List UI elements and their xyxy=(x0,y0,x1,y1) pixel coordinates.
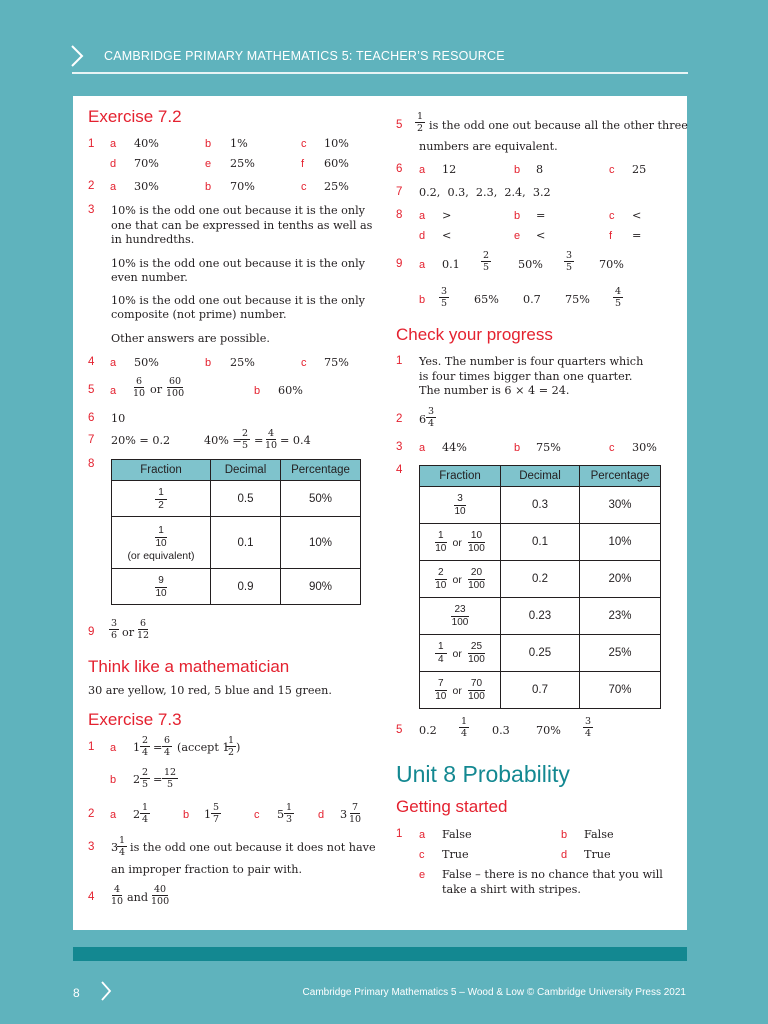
fraction: $\frac{1}{2}$ xyxy=(228,735,235,758)
text-line: Yes. The number is four quarters which xyxy=(419,355,644,368)
answer: 0.2, 0.3, 2.3, 2.4, 3.2 xyxy=(419,186,551,199)
fraction: $\frac{1}{2}$ xyxy=(417,111,424,134)
whole: 3 xyxy=(111,841,119,854)
part-label: b xyxy=(205,181,212,193)
header-title: CAMBRIDGE PRIMARY MATHEMATICS 5: TEACHER’S RESOURCE xyxy=(104,49,505,63)
fraction: 1 4 xyxy=(435,641,447,666)
text-line: The number is 6 × 4 = 24. xyxy=(419,384,570,397)
answer: 60% xyxy=(278,384,303,397)
equivalent-note: (or equivalent) xyxy=(127,549,195,562)
q-number: 1 xyxy=(88,741,95,753)
decimal-cell: 0.3 xyxy=(501,487,580,524)
chevron-right-icon xyxy=(70,44,84,68)
answer: 1% xyxy=(230,137,248,150)
col-header: Percentage xyxy=(281,460,361,481)
q-number: 9 xyxy=(88,626,95,638)
fraction: $\frac{4}{10}$ xyxy=(265,428,278,451)
q-number: 9 xyxy=(396,258,403,270)
part-label: b xyxy=(254,385,261,397)
fraction: $\frac{3}{10}$ xyxy=(454,493,466,517)
text-line: an improper fraction to pair with. xyxy=(111,863,303,876)
answer: True xyxy=(442,848,469,861)
part-label: a xyxy=(110,809,117,821)
answer: < xyxy=(442,229,452,242)
part-label: b xyxy=(514,164,521,176)
whole: 2 xyxy=(133,773,141,786)
answer: 75% xyxy=(536,441,561,454)
equals: = xyxy=(153,773,163,786)
q-number: 4 xyxy=(396,464,403,476)
part-label: a xyxy=(110,385,117,397)
fraction: 10 100 xyxy=(468,530,485,554)
part-label: d xyxy=(110,158,117,170)
part-label: b xyxy=(514,442,521,454)
answer: False xyxy=(584,828,614,841)
answer: 75% xyxy=(324,356,349,369)
part-label: b xyxy=(205,357,212,369)
percent-cell: 50% xyxy=(281,481,361,517)
decimal-cell: 0.2 xyxy=(501,561,580,598)
answer: 0.7 xyxy=(523,293,541,306)
q-number: 1 xyxy=(396,828,403,840)
table-row xyxy=(420,561,661,598)
q-number: 6 xyxy=(396,163,403,175)
answer: 10% xyxy=(324,137,349,150)
answer: 30% xyxy=(632,441,657,454)
close-paren: ) xyxy=(236,741,241,754)
part-label: a xyxy=(110,357,117,369)
table-row xyxy=(420,524,661,561)
answer: 0.2 xyxy=(419,724,437,737)
table-row xyxy=(112,517,361,569)
percent-cell: 90% xyxy=(281,569,361,605)
percent-cell: 10% xyxy=(580,524,661,561)
part-label: d xyxy=(419,230,426,242)
word-or: or xyxy=(452,573,462,586)
answer: 70% xyxy=(230,180,255,193)
fraction: 1 10 xyxy=(435,530,447,554)
part-label: a xyxy=(419,164,426,176)
fraction: $\frac{1}{3}$ xyxy=(286,802,293,825)
equals: = xyxy=(254,434,264,447)
fraction: $\frac{2}{5}$ xyxy=(242,428,249,451)
part-label: b xyxy=(205,138,212,150)
footer-credit: Cambridge Primary Mathematics 5 – Wood & Low © Cambridge University Press 2021 xyxy=(302,987,686,998)
fraction-table xyxy=(419,465,661,709)
whole: 1 xyxy=(204,808,212,821)
answer: True xyxy=(584,848,611,861)
text-line: Other answers are possible. xyxy=(111,332,270,345)
col-header: Decimal xyxy=(211,460,281,481)
page-header xyxy=(0,0,768,80)
fraction: 20 100 xyxy=(468,567,485,591)
decimal-cell: 0.9 xyxy=(211,569,281,605)
q-number: 7 xyxy=(88,434,95,446)
answer: < xyxy=(632,209,642,222)
answer: 25 xyxy=(632,163,647,176)
part-label: c xyxy=(301,138,307,150)
answer: 20% = 0.2 xyxy=(111,434,171,447)
fraction: $\frac{1}{10}$ xyxy=(155,524,167,549)
answer: 50% xyxy=(518,258,543,271)
think-text: 30 are yellow, 10 red, 5 blue and 15 green. xyxy=(88,684,332,697)
part-label: c xyxy=(609,210,615,222)
whole: 6 xyxy=(419,413,427,426)
percent-cell: 30% xyxy=(580,487,661,524)
part-label: b xyxy=(110,774,117,786)
answer: 65% xyxy=(474,293,499,306)
table-row xyxy=(420,598,661,635)
fraction: $\frac{12}{5}$ xyxy=(164,767,177,790)
text-line: take a shirt with stripes. xyxy=(442,883,581,896)
fraction: $\frac{3}{4}$ xyxy=(428,406,435,429)
q-number: 4 xyxy=(88,356,95,368)
word-or: or xyxy=(150,383,163,396)
answer: 30% xyxy=(134,180,159,193)
percent-cell: 25% xyxy=(580,635,661,672)
answer: 12 xyxy=(442,163,457,176)
text-line: False – there is no chance that you will xyxy=(442,868,663,881)
part-label: b xyxy=(419,294,426,306)
word-and: and xyxy=(127,891,149,904)
fraction: $\frac{60}{100}$ xyxy=(166,376,185,399)
part-label: f xyxy=(301,158,305,170)
q-number: 2 xyxy=(396,413,403,425)
q-number: 2 xyxy=(88,808,95,820)
answer: 25% xyxy=(324,180,349,193)
part-label: c xyxy=(609,442,615,454)
unit-title: Unit 8 Probability xyxy=(396,761,570,787)
think-heading: Think like a mathematician xyxy=(88,657,290,676)
part-label: a xyxy=(419,442,426,454)
part-label: f xyxy=(609,230,613,242)
decimal-cell: 0.23 xyxy=(501,598,580,635)
word-or: or xyxy=(452,647,462,660)
fraction: $\frac{3}{5}$ xyxy=(566,250,573,273)
text-line: even number. xyxy=(111,271,188,284)
table-row xyxy=(420,672,661,709)
part-label: e xyxy=(514,230,521,242)
word-or: or xyxy=(452,684,462,697)
q-number: 1 xyxy=(396,355,403,367)
fraction: $\frac{6}{4}$ xyxy=(164,735,171,758)
part-label: a xyxy=(419,259,426,271)
answer: 25% xyxy=(230,356,255,369)
equals: = xyxy=(153,741,163,754)
fraction: 7 10 xyxy=(435,678,447,702)
part-label: c xyxy=(419,849,425,861)
fraction: $\frac{9}{10}$ xyxy=(155,574,167,599)
fraction: $\frac{5}{7}$ xyxy=(213,802,220,825)
fraction: $\frac{3}{5}$ xyxy=(441,286,448,309)
fraction: $\frac{4}{10}$ xyxy=(111,884,124,907)
q-number: 5 xyxy=(88,384,95,396)
page-content xyxy=(73,96,687,930)
fraction: $\frac{1}{4}$ xyxy=(119,835,126,858)
decimal-cell: 0.1 xyxy=(501,524,580,561)
q-number: 3 xyxy=(396,441,403,453)
exercise-7-2-heading: Exercise 7.2 xyxy=(88,107,182,126)
answer: 8 xyxy=(536,163,544,176)
fraction: $\frac{6}{12}$ xyxy=(137,618,150,641)
answer: 0.1 xyxy=(442,258,460,271)
footer-bar xyxy=(73,947,687,961)
fraction: $\frac{1}{4}$ xyxy=(142,802,149,825)
chevron-right-icon xyxy=(100,980,112,1002)
text-line: 10% is the odd one out because it is the only xyxy=(111,294,365,307)
part-label: e xyxy=(419,869,426,881)
answer: 60% xyxy=(324,157,349,170)
percent-cell: 70% xyxy=(580,672,661,709)
answer: 50% xyxy=(134,356,159,369)
q-number: 5 xyxy=(396,119,403,131)
answer: = xyxy=(536,209,546,222)
q-number: 8 xyxy=(396,209,403,221)
fraction-table xyxy=(111,459,361,605)
answer: 40% xyxy=(134,137,159,150)
text-line: in hundredths. xyxy=(111,233,195,246)
answer: = 0.4 xyxy=(280,434,311,447)
fraction: 25 100 xyxy=(468,641,485,665)
part-label: a xyxy=(110,742,117,754)
whole: 5 xyxy=(277,808,285,821)
fraction: $\frac{7}{10}$ xyxy=(349,802,362,825)
answer: < xyxy=(536,229,546,242)
part-label: c xyxy=(301,181,307,193)
fraction: $\frac{2}{5}$ xyxy=(142,767,149,790)
text-line: is the odd one out because it does not have xyxy=(130,841,376,854)
fraction: 70 100 xyxy=(468,678,485,702)
part-label: b xyxy=(561,829,568,841)
word-or: or xyxy=(122,626,135,639)
answer: 75% xyxy=(565,293,590,306)
part-label: e xyxy=(205,158,212,170)
answer: False xyxy=(442,828,472,841)
q-number: 5 xyxy=(396,724,403,736)
text-line: is the odd one out because all the other three xyxy=(429,119,688,132)
part-label: c xyxy=(301,357,307,369)
fraction: $\frac{3}{4}$ xyxy=(585,716,592,739)
answer: 70% xyxy=(599,258,624,271)
whole: 2 xyxy=(133,808,141,821)
fraction: $\frac{2}{5}$ xyxy=(483,250,490,273)
accept-note: (accept 1 xyxy=(177,741,230,754)
fraction: $\frac{2}{4}$ xyxy=(142,735,149,758)
answer: 70% xyxy=(536,724,561,737)
decimal-cell: 0.5 xyxy=(211,481,281,517)
answer: > xyxy=(442,209,452,222)
answer: = xyxy=(632,229,642,242)
text-line: one that can be expressed in tenths as well as xyxy=(111,219,373,232)
q-number: 8 xyxy=(88,458,95,470)
header-divider xyxy=(72,72,688,74)
text-line: 10% is the odd one out because it is the only xyxy=(111,204,365,217)
exercise-7-3-heading: Exercise 7.3 xyxy=(88,710,182,729)
q-number: 3 xyxy=(88,841,95,853)
part-label: b xyxy=(183,809,190,821)
text-line: numbers are equivalent. xyxy=(419,140,558,153)
part-label: d xyxy=(318,809,325,821)
decimal-cell: 0.1 xyxy=(211,517,281,569)
answer: 44% xyxy=(442,441,467,454)
fraction: $\frac{6}{10}$ xyxy=(133,376,146,399)
whole: 1 xyxy=(133,741,141,754)
table-row xyxy=(112,481,361,517)
fraction: $\frac{40}{100}$ xyxy=(151,884,170,907)
col-header: Percentage xyxy=(580,466,661,487)
decimal-cell: 0.25 xyxy=(501,635,580,672)
col-header: Decimal xyxy=(501,466,580,487)
part-label: a xyxy=(419,829,426,841)
getting-started-heading: Getting started xyxy=(396,797,508,816)
part-label: b xyxy=(514,210,521,222)
part-label: c xyxy=(609,164,615,176)
table-row xyxy=(420,487,661,524)
part-label: a xyxy=(419,210,426,222)
text-line: is four times bigger than one quarter. xyxy=(419,370,633,383)
fraction: $\frac{23}{100}$ xyxy=(451,604,469,628)
answer: 25% xyxy=(230,157,255,170)
answer: 40% = xyxy=(204,434,242,447)
fraction: $\frac{3}{6}$ xyxy=(111,618,118,641)
check-progress-heading: Check your progress xyxy=(396,325,553,344)
table-row xyxy=(420,635,661,672)
text-line: composite (not prime) number. xyxy=(111,308,287,321)
table-row xyxy=(112,569,361,605)
part-label: a xyxy=(110,181,117,193)
answer: 70% xyxy=(134,157,159,170)
fraction: 2 10 xyxy=(435,567,447,591)
percent-cell: 20% xyxy=(580,561,661,598)
part-label: c xyxy=(254,809,260,821)
answer: 10 xyxy=(111,412,126,425)
col-header: Fraction xyxy=(420,466,501,487)
fraction: $\frac{1}{4}$ xyxy=(461,716,468,739)
fraction: $\frac{1}{2}$ xyxy=(155,487,167,512)
word-or: or xyxy=(452,536,462,549)
q-number: 6 xyxy=(88,412,95,424)
part-label: a xyxy=(110,138,117,150)
decimal-cell: 0.7 xyxy=(501,672,580,709)
page-number: 8 xyxy=(73,986,80,1000)
answer: 0.3 xyxy=(492,724,510,737)
percent-cell: 10% xyxy=(281,517,361,569)
q-number: 4 xyxy=(88,891,95,903)
part-label: d xyxy=(561,849,568,861)
q-number: 2 xyxy=(88,180,95,192)
q-number: 7 xyxy=(396,186,403,198)
percent-cell: 23% xyxy=(580,598,661,635)
q-number: 3 xyxy=(88,204,95,216)
q-number: 1 xyxy=(88,138,95,150)
fraction: $\frac{4}{5}$ xyxy=(615,286,622,309)
whole: 3 xyxy=(340,808,348,821)
col-header: Fraction xyxy=(112,460,211,481)
text-line: 10% is the odd one out because it is the only xyxy=(111,257,365,270)
